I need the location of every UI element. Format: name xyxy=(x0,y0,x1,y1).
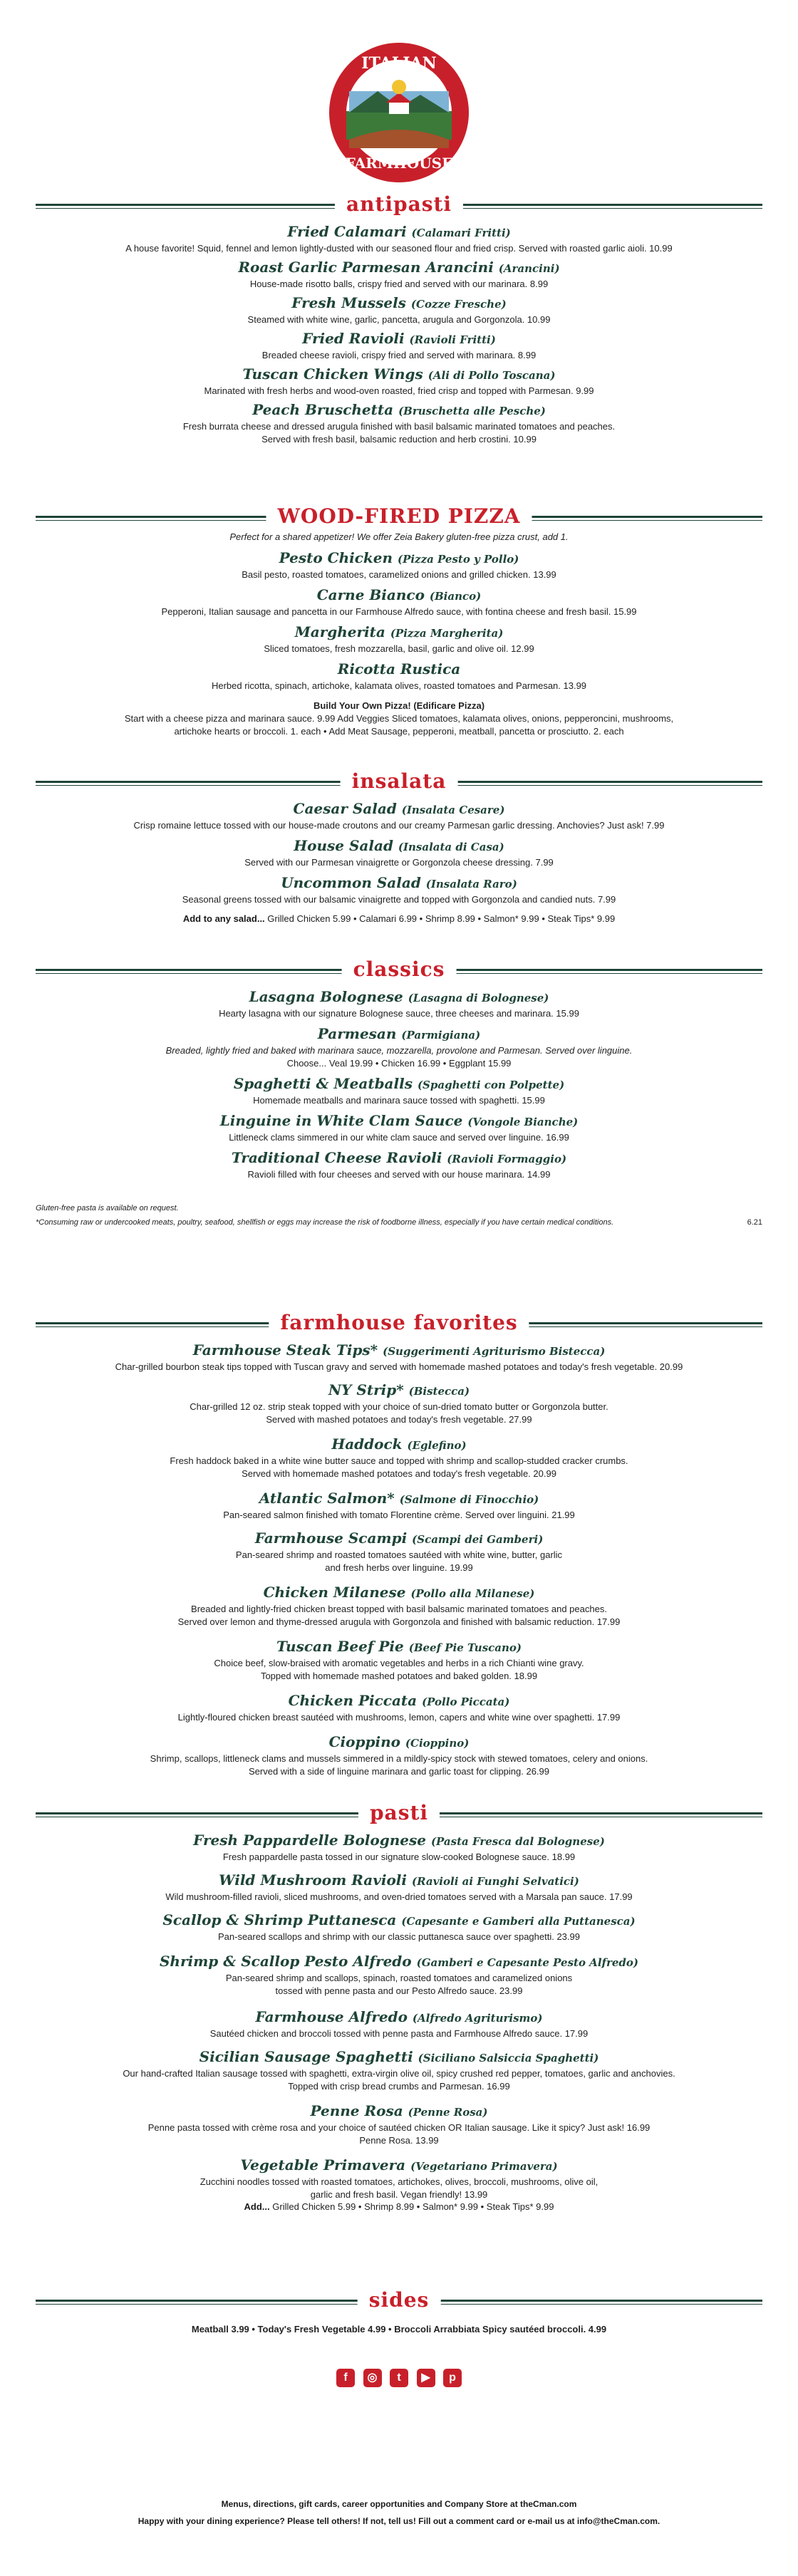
menu-item: Farmhouse Alfredo (Alfredo Agriturismo) Sautéed chicken and broccoli tossed with penne pasta and Farmhouse Alfredo sauce. 17.99 xyxy=(209,2008,589,2039)
menu-item: Farmhouse Steak Tips* (Suggerimenti Agriturismo Bistecca) Char-grilled bourbon steak tips topped with Tuscan gravy and served with homemade mashed potatoes and today's fresh vegetable. 20.99 xyxy=(115,1341,683,1372)
menu-item: Fried Ravioli (Ravioli Fritti) Breaded cheese ravioli, crispy fried and served with marinara. 8.99 xyxy=(261,330,537,360)
menu-item: Uncommon Salad (Insalata Raro) Seasonal greens tossed with our balsamic vinaigrette and topped with Gorgonzola and candied nuts. 7.99 xyxy=(182,874,616,905)
menu-item: Linguine in White Clam Sauce (Vongole Bianche) Littleneck clams simmered in our white clam sauce and served over linguine. 16.99 xyxy=(219,1112,579,1143)
menu-item: Cioppino (Cioppino) Shrimp, scallops, littleneck clams and mussels simmered in a mildly-spicy stock with stewed tomatoes, celery and onions. Served with a side of linguine marinara and garlic toast for clipping. 26.99 xyxy=(150,1733,648,1777)
section-title: pasti xyxy=(358,1799,440,1827)
menu-item: Vegetable Primavera (Vegetariano Primavera) Zucchini noodles tossed with roasted tomatoes, artichokes, olives, broccoli, mushrooms, olive oil, garlic and fresh basil. Vegan friendly! 13.99 xyxy=(200,2156,598,2200)
menu-item: Farmhouse Scampi (Scampi dei Gamberi) Pan-seared shrimp and roasted tomatoes sautéed with white wine, butter, garlic and fresh herbs over linguine. 19.99 xyxy=(235,1530,563,1573)
menu-item: Ricotta Rustica Herbed ricotta, spinach, artichoke, kalamata olives, roasted tomatoes and Parmesan. 13.99 xyxy=(211,660,587,691)
footer-website: Menus, directions, gift cards, career opportunities and Company Store at theCman.com xyxy=(221,2499,577,2509)
menu-item: Pesto Chicken (Pizza Pesto y Pollo) Basil pesto, roasted tomatoes, caramelized onions and grilled chicken. 13.99 xyxy=(242,549,556,580)
section-title: antipasti xyxy=(335,191,463,218)
instagram-icon[interactable]: ◎ xyxy=(363,2369,382,2387)
menu-item: Parmesan (Parmigiana) Breaded, lightly fried and baked with marinara sauce, mozzarella, provolone and Parmesan. Served over linguine. Choose... Veal 19.99 • Chicken 16.99 • Eggplant 15.99 xyxy=(165,1025,633,1069)
menu-item: Carne Bianco (Bianco) Pepperoni, Italian sausage and pancetta in our Farmhouse Alfredo sauce, with fontina cheese and fresh basil. 15.99 xyxy=(161,586,637,617)
build-your-own-pizza: Build Your Own Pizza! (Edificare Pizza) Start with a cheese pizza and marinara sauce. 9.99 Add Veggies Sliced tomatoes, kalamata olives, onions, pepperoncini, mushrooms, artichoke hearts or broccoli. 1. each • Add Meat Sausage, pepperoni, meatball, pancetta or prosciutto. 2. each xyxy=(124,700,674,737)
svg-text:FARMHOUSE: FARMHOUSE xyxy=(345,155,453,172)
menu-item: Sicilian Sausage Spaghetti (Siciliano Salsiccia Spaghetti) Our hand-crafted Italian sausage tossed with spaghetti, extra-virgin olive oil, spicy crushed red pepper, tomatoes, garlic and anchovies. Topped with crisp bread crumbs and Parmesan. 16.99 xyxy=(123,2048,675,2092)
section-pasti xyxy=(36,1799,762,1827)
menu-item: House Salad (Insalata di Casa) Served with our Parmesan vinaigrette or Gorgonzola cheese dressing. 7.99 xyxy=(244,837,554,868)
sides-list: Meatball 3.99 • Today's Fresh Vegetable 4.99 • Broccoli Arrabbiata Spicy sautéed broccoli. 4.99 xyxy=(191,2324,607,2334)
consumer-advisory: *Consuming raw or undercooked meats, poultry, seafood, shellfish or eggs may increase the risk of foodborne illness, especially if you have certain medical conditions. xyxy=(36,1218,614,1227)
salad-addon: Add to any salad... Grilled Chicken 5.99 • Calamari 6.99 • Shrimp 8.99 • Salmon* 9.99 • Steak Tips* 9.99 xyxy=(182,913,616,924)
youtube-icon[interactable]: ▶ xyxy=(417,2369,435,2387)
section-title: classics xyxy=(342,956,457,983)
menu-item: Peach Bruschetta (Bruschetta alle Pesche) Fresh burrata cheese and dressed arugula finished with basil balsamic marinated tomatoes and peaches. Served with fresh basil, balsamic reduction and herb crostini. 10.99 xyxy=(182,401,616,445)
menu-item: Caesar Salad (Insalata Cesare) Crisp romaine lettuce tossed with our house-made croutons and our creamy Parmesan garlic dressing. Anchovies? Just ask! 7.99 xyxy=(133,800,665,831)
pizza-note: Perfect for a shared appetizer! We offer Zeia Bakery gluten-free pizza crust, add 1. xyxy=(229,531,569,542)
menu-item: NY Strip* (Bistecca) Char-grilled 12 oz. strip steak topped with your choice of sun-dried tomato butter or Gorgonzola butter. Served with mashed potatoes and today's fresh vegetable. 27.99 xyxy=(190,1381,608,1425)
section-pizza xyxy=(36,503,762,530)
section-title: sides xyxy=(358,2287,441,2314)
menu-item: Scallop & Shrimp Puttanesca (Capesante e Gamberi alla Puttanesca) Pan-seared scallops and shrimp with our classic puttanesca sauce over spaghetti. 23.99 xyxy=(162,1911,636,1942)
gluten-free-note: Gluten-free pasta is available on request. xyxy=(36,1204,179,1212)
section-title: insalata xyxy=(341,768,458,795)
section-classics xyxy=(36,956,762,983)
menu-item: Fresh Mussels (Cozze Fresche) Steamed with white wine, garlic, pancetta, arugula and Gorgonzola. 10.99 xyxy=(247,294,551,325)
menu-item: Roast Garlic Parmesan Arancini (Arancini) House-made risotto balls, crispy fried and served with our marinara. 8.99 xyxy=(238,259,560,289)
menu-item: Chicken Milanese (Pollo alla Milanese) Breaded and lightly-fried chicken breast topped with basil balsamic marinated tomatoes and peaches. Served over lemon and thyme-dressed arugula with Gorgonzola and finished with balsamic reduction. 17.99 xyxy=(177,1584,621,1627)
footer-feedback: Happy with your dining experience? Please tell others! If not, tell us! Fill out a comment card or e-mail us at info@theCman.com. xyxy=(138,2516,660,2526)
social-links xyxy=(336,2369,462,2389)
menu-item: Traditional Cheese Ravioli (Ravioli Formaggio) Ravioli filled with four cheeses and served with our house marinara. 14.99 xyxy=(231,1149,567,1180)
pasti-addon: Add... Grilled Chicken 5.99 • Shrimp 8.99 • Salmon* 9.99 • Steak Tips* 9.99 xyxy=(244,2201,554,2212)
section-title: farmhouse favorites xyxy=(269,1309,529,1336)
italian-farmhouse-logo xyxy=(328,41,470,184)
twitter-icon[interactable]: t xyxy=(390,2369,408,2387)
menu-item: Shrimp & Scallop Pesto Alfredo (Gamberi e Capesante Pesto Alfredo) Pan-seared shrimp and scallops, spinach, roasted tomatoes and caramelized onions tossed with penne pasta and our Pesto Alfredo sauce. 23.99 xyxy=(159,1953,639,1996)
menu-item: Lasagna Bolognese (Lasagna di Bolognese) Hearty lasagna with our signature Bolognese sauce, three cheeses and marinara. 15.99 xyxy=(219,988,579,1019)
menu-item: Spaghetti & Meatballs (Spaghetti con Polpette) Homemade meatballs and marinara sauce tossed with spaghetti. 15.99 xyxy=(233,1075,565,1106)
menu-item: Tuscan Beef Pie (Beef Pie Tuscano) Choice beef, slow-braised with aromatic vegetables and herbs in a rich Chianti wine gravy. Topped with homemade mashed potatoes and baked golden. 18.99 xyxy=(214,1638,584,1681)
menu-item: Wild Mushroom Ravioli (Ravioli ai Funghi Selvatici) Wild mushroom-filled ravioli, sliced mushrooms, and oven-dried tomatoes served with a Marsala pan sauce. 17.99 xyxy=(165,1871,633,1902)
menu-item: Margherita (Pizza Margherita) Sliced tomatoes, fresh mozzarella, basil, garlic and olive oil. 12.99 xyxy=(264,623,534,654)
section-title: WOOD-FIRED PIZZA xyxy=(266,503,532,530)
menu-item: Atlantic Salmon* (Salmone di Finocchio) Pan-seared salmon finished with tomato Florentine crème. Served over linguini. 21.99 xyxy=(223,1490,575,1520)
section-favorites xyxy=(36,1309,762,1336)
facebook-icon[interactable]: f xyxy=(336,2369,355,2387)
pinterest-icon[interactable]: p xyxy=(443,2369,462,2387)
date-code: 6.21 xyxy=(747,1218,762,1227)
section-antipasti xyxy=(36,191,762,218)
menu-item: Haddock (Eglefino) Fresh haddock baked in a white wine butter sauce and topped with shrimp and scallop-studded cracker crumbs. Served with homemade mashed potatoes and today's fresh vegetable. 20.99 xyxy=(170,1435,628,1479)
menu-item: Chicken Piccata (Pollo Piccata) Lightly-floured chicken breast sautéed with mushrooms, lemon, capers and white wine over spaghetti. 17.99 xyxy=(177,1692,621,1723)
section-insalata xyxy=(36,768,762,795)
menu-item: Penne Rosa (Penne Rosa) Penne pasta tossed with crème rosa and your choice of sautéed chicken OR Italian sausage. Like it spicy? Just ask! 16.99 Penne Rosa. 13.99 xyxy=(147,2102,651,2146)
menu-item: Tuscan Chicken Wings (Ali di Pollo Toscana) Marinated with fresh herbs and wood-oven roasted, fried crisp and topped with Parmesan. 9.99 xyxy=(204,365,594,396)
menu-item: Fresh Pappardelle Bolognese (Pasta Fresca dal Bolognese) Fresh pappardelle pasta tossed in our signature slow-cooked Bolognese sauce. 18.99 xyxy=(193,1832,605,1862)
svg-text:ITALIAN: ITALIAN xyxy=(361,54,437,73)
section-sides xyxy=(36,2287,762,2314)
menu-item: Fried Calamari (Calamari Fritti) A house favorite! Squid, fennel and lemon lightly-dusted with our seasoned flour and fried crisp. Served with roasted garlic aioli. 10.99 xyxy=(125,223,673,254)
